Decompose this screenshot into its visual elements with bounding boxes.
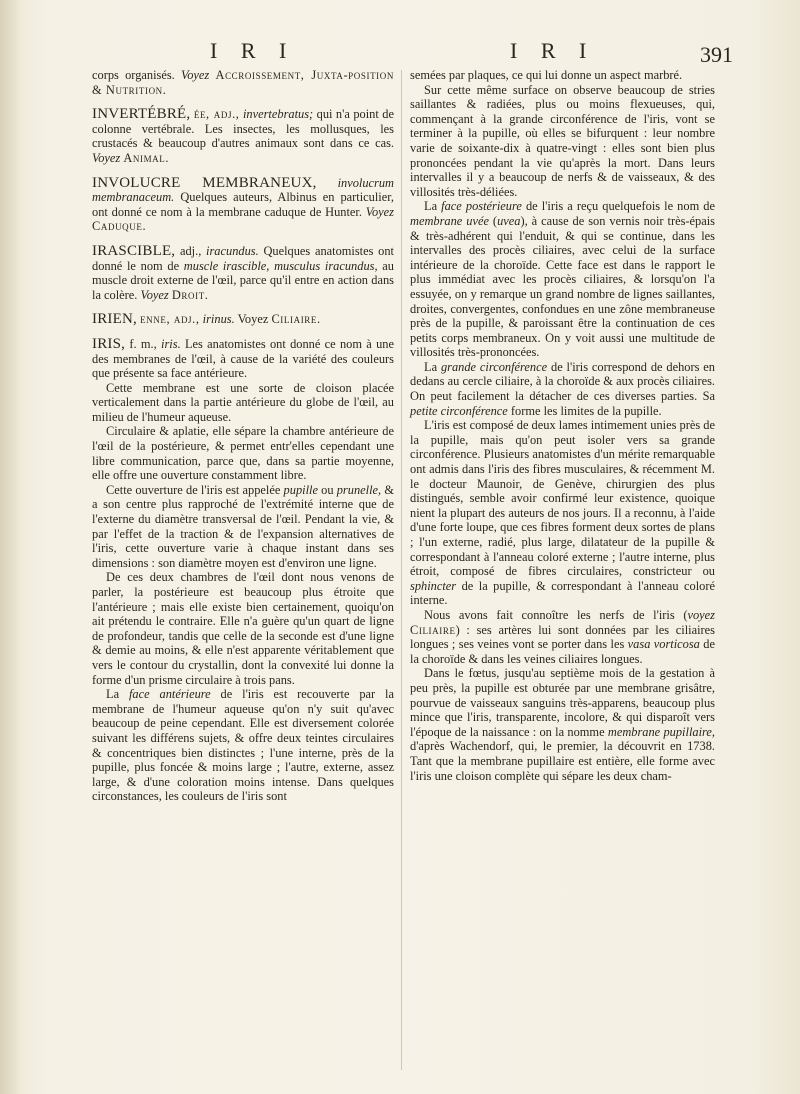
text: La bbox=[424, 359, 438, 374]
text: corps organisés. bbox=[92, 68, 175, 82]
italic-term: face postérieure bbox=[441, 199, 522, 214]
right-running-head: I R I bbox=[510, 38, 596, 63]
latin-term: iracundus. bbox=[206, 243, 259, 258]
grammar-note: adj., bbox=[179, 243, 202, 258]
text: de l'iris est recouverte par la membrane de l'humeur aqueuse qu'on n'y suit qu'avec beaucoup de peine cependant. Elle est diversement colorée suivant les différens sujets, & offre deux teintes circulaires & concentriques bien distinctes ; l'une interne, près de la pupille, plus foncée & moins large ; l'autre, externe, assez large, & d'une coloration moins intense. Dans quelques circonstances, les couleurs de l'iris sont bbox=[92, 687, 394, 804]
page-number: 391 bbox=[700, 42, 733, 67]
text: ) : ses artères lui sont données par les ciliaires longues ; ses veines vont se porter dans les bbox=[410, 622, 715, 652]
italic-term: petite circonférence bbox=[410, 403, 508, 418]
entry-irascible bbox=[92, 244, 394, 302]
entry-headword: IRIS, bbox=[92, 335, 126, 352]
latin-term: sphincter bbox=[410, 578, 457, 593]
paragraph bbox=[410, 360, 715, 418]
latin-term: iris. bbox=[161, 336, 181, 351]
continued-paragraph bbox=[92, 68, 394, 97]
page-gutter-shadow bbox=[0, 0, 22, 1094]
continued-paragraph: semées par plaques, ce qui lui donne un aspect marbré. bbox=[410, 68, 683, 82]
cross-reference: Animal. bbox=[123, 150, 170, 165]
latin-term: irinus. bbox=[202, 312, 235, 327]
latin-term: invertebratus; bbox=[242, 107, 314, 122]
text: Nous avons fait connoître les nerfs de l'iris ( bbox=[424, 607, 688, 622]
entry-iris bbox=[92, 337, 394, 381]
text: de l'iris correspond de dehors en dedans au cercle ciliaire, à la choroïde & aux procès ciliaires. On peut facilement la détacher de ces diverses parties. Sa bbox=[410, 359, 715, 404]
text: de l'iris a reçu quelquefois le nom de bbox=[525, 199, 715, 214]
italic-term: membrane uvée bbox=[410, 213, 489, 228]
cross-reference: Ciliaire bbox=[410, 622, 456, 637]
cross-reference: Accroissement, Juxta-position & Nutrition. bbox=[92, 68, 394, 97]
italic-term: grande circonférence bbox=[440, 359, 548, 374]
entry-text: Quelques auteurs, Albinus en particulier, ont donné ce nom à la membrane caduque de Hunter. bbox=[92, 190, 394, 219]
paragraph bbox=[410, 199, 715, 360]
paragraph bbox=[92, 483, 394, 571]
grammar-note: enne, adj., bbox=[140, 312, 200, 327]
paragraph bbox=[410, 418, 715, 608]
text: forme les limites de la pupille. bbox=[510, 403, 662, 418]
latin-term: pupille bbox=[283, 482, 318, 497]
grammar-note: f. m., bbox=[129, 336, 157, 351]
left-running-head: I R I bbox=[210, 38, 296, 63]
paragraph: De ces deux chambres de l'œil dont nous venons de parler, la postérieure est beaucoup plus étroite que l'antérieure ; mais elle existe bien certainement, quoiqu'on ait prétendu le contraire. Elle n'a guère qu'un quart de ligne de profondeur, tandis que celle de la seconde est d'une ligne & demie au moins, & elle n'est apparente véritablement que vers le contour du crystallin, dont la convexité lui donne la forme d'un prisme circulaire à trois pans. bbox=[92, 570, 394, 687]
entry-text: Les anatomistes ont donné ce nom à une des membranes de l'œil, à cause de la variété des couleurs que présente sa face antérieure. bbox=[92, 336, 394, 381]
voyez-label: Voyez bbox=[92, 150, 121, 165]
text: & a son centre plus rapproché de l'extrémité interne que de l'externe du diamètre transversal de l'œil. Pendant la vie, & par l'effet de la traction & de l'expansion alternatives de l'iris, cette ouverture varie à chaque instant dans ses dimensions : son diamètre moyen est d'environ une ligne. bbox=[92, 482, 394, 570]
paragraph bbox=[92, 687, 394, 804]
grammar-note: ée, adj., bbox=[193, 107, 240, 122]
text: La bbox=[106, 687, 120, 702]
entry-headword: INVERTÉBRÉ, bbox=[92, 106, 191, 123]
text: La bbox=[424, 199, 438, 214]
text: L'iris est composé de deux lames intimement unies près de la pupille, mais qu'on peut isoler vers sa grande circonférence. Plusieurs anatomistes d'un mérite remarquable ont admis dans l'iris des fibres musculaires, & récemment M. le docteur Maunoir, de Genève, chirurgien des plus distingués, semble avoir confirmé leur existence, quoique nient la plupart des auteurs de nos jours. Il a reconnu, à l'aide d'une forte loupe, que ces fibres forment deux sortes de plans ; l'un externe, radié, plus large, dilatateur de la pupille & correspondant à l'anneau coloré externe ; l'autre interne, plus étroit, composé de fibres circulaires, constricteur ou bbox=[410, 418, 715, 579]
latin-term: involucrum membranaceum. bbox=[92, 175, 394, 205]
latin-term: prunelle, bbox=[336, 482, 382, 497]
text: ), à cause de son vernis noir très-épais & très-adhérent qui l'enduit, & qui se continue, dans les intervalles des procès ciliaires, avec celui de la surface intérieure de la choroïde. Cette face est dans le rapport le plus immédiat avec les procès ciliaires, & lorsqu'on l'a essuyée, on y remarque un grand nombre de lignes saillantes, droites, convergentes, confondues en une zône membraneuse près de la pupille, & paroissant être la continuation de ces petits corps membraneux. On y voit aussi une multitude de villosités très-prononcées. bbox=[410, 213, 715, 360]
text: Dans le fœtus, jusqu'au septième mois de la gestation à peu près, la pupille est obturée par une membrane grisâtre, pourvue de vaisseaux sanguins très-apparens, beaucoup plus mince que l'iris, transparente, incolore, & qui disparoît vers l'époque de la naissance : on la nomme bbox=[410, 666, 715, 739]
text: Cette ouverture de l'iris est appelée bbox=[106, 482, 281, 497]
cross-reference: Ciliaire. bbox=[271, 312, 321, 327]
entry-text: au muscle droit externe de l'œil, parce qu'il entre en action dans la colère. bbox=[92, 258, 394, 302]
entry-headword: IRASCIBLE, bbox=[92, 242, 176, 259]
paragraph bbox=[410, 608, 715, 666]
paragraph: Circulaire & aplatie, elle sépare la chambre antérieure de l'œil de la postérieure, & permet entr'elles cependant une libre communication, parce que, dans sa partie moyenne, elle offre une ouverture constamment libre. bbox=[92, 424, 394, 483]
italic-term: membrane pupillaire, bbox=[607, 724, 715, 739]
voyez-label: Voyez bbox=[237, 312, 269, 327]
entry-invertebre bbox=[92, 107, 394, 165]
latin-term: muscle irascible, musculus iracundus, bbox=[183, 258, 378, 273]
entry-irien bbox=[92, 312, 394, 327]
text: ou bbox=[321, 482, 334, 497]
voyez-label: Voyez bbox=[140, 287, 169, 302]
entry-text: qui n'a point de colonne vertébrale. Les insectes, les mollusques, les crustacés & beaucoup d'autres animaux sont dans ce cas. bbox=[92, 107, 394, 151]
text: de la choroïde & dans les veines ciliaires longues. bbox=[410, 637, 715, 666]
column-divider bbox=[401, 70, 402, 1070]
cross-reference: Caduque. bbox=[92, 219, 147, 234]
entry-headword: INVOLUCRE MEMBRANEUX, bbox=[92, 174, 317, 191]
entry-text: Quelques anatomistes ont donné le nom de bbox=[92, 243, 394, 273]
entry-headword: IRIEN, bbox=[92, 311, 137, 328]
right-column bbox=[410, 68, 715, 783]
text: de la pupille, & correspondant à l'anneau coloré interne. bbox=[410, 578, 715, 608]
text: ( bbox=[492, 213, 498, 228]
voyez-label: Voyez bbox=[181, 68, 210, 82]
paragraph: Sur cette même surface on observe beaucoup de stries saillantes & radiées, plus ou moins flexueuses, qui, commençant à la grande circonférence de l'iris, vont se terminer à la pupille, où elles se bifurquent : leur nombre varie de soixante-dix à quatre-vingt : elles sont bien plus prononcées pendant la vie qu'après la mort. Dans leurs intervalles il y a beaucoup de nerfs & de vaisseaux, & des villosités très-déliées. bbox=[410, 82, 715, 199]
left-column bbox=[92, 68, 394, 804]
text: d'après Wachendorf, qui, le premier, la découvrit en 1738. Tant que la membrane pupillaire est entière, elle forme avec l'iris une cloison complète qui sépare les deux cham- bbox=[410, 739, 715, 783]
latin-term: uvea bbox=[497, 213, 521, 228]
paragraph bbox=[410, 666, 715, 783]
paragraph: Cette membrane est une sorte de cloison placée verticalement dans la partie antérieure du globe de l'œil, au milieu de l'humeur aqueuse. bbox=[92, 380, 394, 424]
latin-term: vasa vorticosa bbox=[627, 637, 700, 652]
italic-term: face antérieure bbox=[128, 687, 211, 702]
cross-reference: Droit. bbox=[171, 287, 209, 302]
voyez-label: voyez bbox=[687, 607, 715, 622]
voyez-label: Voyez bbox=[365, 204, 394, 219]
entry-involucre bbox=[92, 176, 394, 234]
